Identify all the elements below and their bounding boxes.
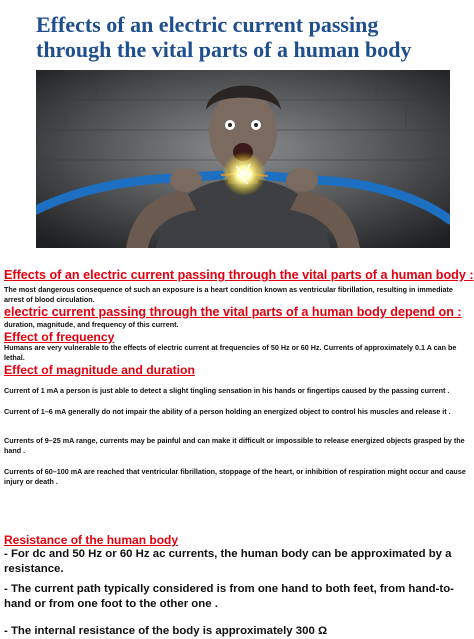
- paragraph-current-path: - The current path typically considered is from one hand to both feet, from hand-to-hand or from one foot to the other one .: [4, 583, 454, 610]
- paragraph-dc-ac: - For dc and 50 Hz or 60 Hz ac currents, the human body can be approximated by a resistance.: [4, 548, 452, 575]
- paragraph-60-100ma: Currents of 60–100 mA are reached that ventricular fibrillation, stoppage of the heart, or inhibition of respiration might occur and cause injury or death .: [4, 467, 466, 486]
- paragraph-1-6ma: Current of 1–6 mA generally do not impair the ability of a person holding an energized object to control his muscles and release it .: [4, 407, 451, 416]
- illustration-photo: [36, 70, 450, 248]
- paragraph-internal-resistance: - The internal resistance of the body is approximately 300 Ω: [4, 625, 328, 637]
- section-heading-depend-on: electric current passing through the vital parts of a human body depend on :: [4, 305, 462, 319]
- paragraph-fibrillation: The most dangerous consequence of such an exposure is a heart condition known as ventricular fibrillation, resulting in immediate arrest of blood circulation.: [4, 285, 453, 304]
- page-title: Effects of an electric current passing through the vital parts of a human body: [36, 12, 412, 62]
- section-heading-frequency: Effect of frequency: [4, 330, 115, 344]
- section-heading-resistance: Resistance of the human body: [4, 533, 179, 547]
- paragraph-frequency: Humans are very vulnerable to the effects of electric current at frequencies of 50 Hz or 60 Hz. Currents of approximately 0.1 A can be lethal.: [4, 343, 457, 362]
- paragraph-factors: duration, magnitude, and frequency of this current.: [4, 320, 179, 329]
- section-heading-magnitude: Effect of magnitude and duration: [4, 363, 195, 377]
- paragraph-1ma: Current of 1 mA a person is just able to detect a slight tingling sensation in his hands or fingertips caused by the passing current .: [4, 386, 450, 395]
- man-holding-sparking-cables-photo: [36, 70, 450, 248]
- paragraph-9-25ma: Currents of 9–25 mA range, currents may be painful and can make it difficult or impossible to release energized objects grasped by the hand .: [4, 436, 465, 455]
- section-heading-effects: Effects of an electric current passing through the vital parts of a human body :: [4, 268, 474, 282]
